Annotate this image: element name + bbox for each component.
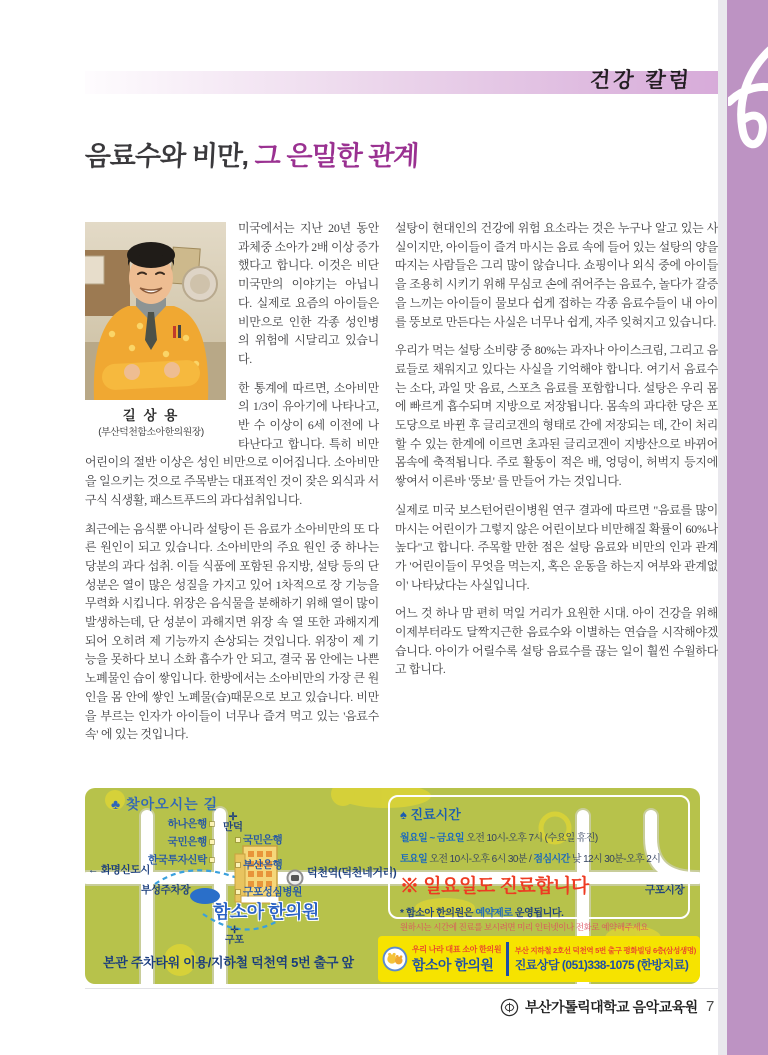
clinic-hours-box <box>388 795 690 932</box>
spade-suit-icon: ♠ <box>400 807 407 822</box>
contact-left-block <box>412 944 501 975</box>
map-bullet <box>210 840 214 844</box>
saturday-hours: 토요일 오전 10시-오후 6시 30분 / 점심시간 낮 12시 30분-오후 2시 <box>400 854 661 865</box>
clinic-phone: 진료상담 (051)338-1075 (한방치료) <box>514 958 689 972</box>
weekday-hours: 월요일 ~ 금요일 오전 10시-오후 7시 (수요일 휴진) <box>400 833 598 844</box>
author-photo-block <box>85 222 226 438</box>
sunday-open-notice: ※ 일요일도 진료합니다 <box>400 876 589 897</box>
section-header-label: 건강 칼럼 <box>589 69 693 92</box>
paragraph: 어느 것 하나 맘 편히 먹일 거리가 요원한 시대. 아이 건강을 위해 이제부터라도 달짝지근한 음료수와 이별하는 연습을 시작해야겠습니다. 아이가 어릴수록 설탕 음료수를 끊는 일이 훨씬 수월하다고 합니다. <box>395 606 718 677</box>
contact-divider <box>506 942 508 976</box>
article-title-main: 음료수와 비만, <box>84 141 250 171</box>
map-label-korea-investment: 한국투자신탁 <box>129 852 217 867</box>
clinic-address: 부산 지하철 2호선 덕천역 5번 출구 평화빌딩 6층(삼성생명) <box>514 946 696 955</box>
map-bullet <box>236 838 240 842</box>
map-label-hwamyeong: ← 화명신도시 <box>88 864 151 876</box>
direction-up-icon: ✛ <box>228 811 238 823</box>
map-directions-note: 본관 주차타워 이용/지하철 덕천역 5번 출구 앞 <box>103 955 354 970</box>
clinic-promo-box <box>85 788 700 984</box>
map-bullet <box>210 822 214 826</box>
clinic-name: 함소아 한의원 <box>411 956 494 973</box>
script-glyph-icon <box>728 46 768 171</box>
map-clinic-name: 함소아 한의원 <box>213 902 319 922</box>
map-label-mandeok: ✛ 만덕 <box>223 811 243 833</box>
map-label-deokcheon-station: 덕천역(덕천네거리) <box>307 867 397 879</box>
reservation-detail: 원하시는 시간에 진료를 보시려면 미리 인터넷이나 전화로 예약해주세요 <box>400 922 649 932</box>
footer-organization <box>500 997 698 1017</box>
clinic-logo-icon <box>382 943 408 975</box>
author-role: (부산덕천함소아한의원장) <box>98 427 204 438</box>
paragraph: 설탕이 현대인의 건강에 위험 요소라는 것은 누구나 알고 있는 사실이지만, 아이들이 즐겨 마시는 음료 속에 들어 있는 설탕의 양을 따지는 사람들은 그리 많이 않습니다. 쇼핑이나 외식 중에 아이들을 조용히 시키기 위해 무심코 손에 쥐어주는 음료수, 놀다가 갈증을 느끼는 아이들이 물보다 쉽게 접하는 각종 음료수들이 내 아이를 뚱보로 만든다는 사실은 너무나 쉽게, 자주 잊혀지고 있습니다. <box>395 221 718 329</box>
article-column-right <box>395 219 718 785</box>
clinic-contact-strip <box>378 936 700 982</box>
section-header-bar <box>85 71 718 94</box>
map-label-buseong-parking: 부성주차장 <box>141 884 191 896</box>
article-title-accent: 그 은밀한 관계 <box>247 141 420 171</box>
map-bullet <box>236 863 240 867</box>
sidebar-purple <box>727 0 768 1055</box>
clinic-hours-title: ♠ 진료시간 <box>400 807 461 822</box>
contact-right-block <box>515 945 696 973</box>
direction-down-icon: ✛ <box>230 925 239 936</box>
paragraph: 한 통계에 따르면, 소아비만의 1/3이 유아기에 나타나고, 반 수 이상이 6세 이전에 나타난다고 합니다. 특히 비만 어린이의 절반 이상은 성인 비만으로 이어집니다. 소아비만을 일으키는 것으로 주목받는 대표적인 것이 잦은 외식과 서구식 식생활, 패스트푸드의 과다섭취입니다. <box>85 380 379 507</box>
map-bullet <box>236 890 240 894</box>
paragraph: 실제로 미국 보스턴어린이병원 연구 결과에 따르면 "음료를 많이 마시는 어린이가 그렇지 않은 어린이보다 비만해질 확률이 60%나 높다"고 합니다. 주목할 만한 점은 설탕 음료와 비만의 인과 관계가 '어린이들이 무엇을 먹는지, 혹은 운동을 하는지 여부와 관계없이' 나타났다는 사실입니다. <box>395 502 718 592</box>
clinic-tagline: 우리 나라 대표 소아 한의원 <box>411 944 502 954</box>
paragraph: 미국에서는 지난 20년 동안 과체중 소아가 2배 이상 증가했다고 합니다. 이것은 비단 미국만의 이야기는 아닙니다. 실제로 요즘의 아이들은 비만으로 인한 각종 성인병의 위험에 시달리고 있습니다. <box>238 221 379 366</box>
map-label-busan-bank: 부산은행 <box>233 857 282 872</box>
map-bullet <box>210 858 214 862</box>
map-label-kookmin-bank-right: 국민은행 <box>233 832 282 847</box>
footer-divider <box>85 988 718 989</box>
reservation-note: * 함소아 한의원은 예약제로 운영됩니다. <box>400 908 564 919</box>
map-label-gupo-market: 구포시장 <box>645 884 685 896</box>
university-crest-icon <box>500 998 519 1017</box>
map-title: ♣ 찾아오시는 길 <box>111 796 219 812</box>
article-column-left <box>85 219 379 785</box>
page-number: 7 <box>706 998 715 1015</box>
map-label-hana-bank: 하나은행 <box>155 816 217 831</box>
map-label-gupo-hospital: 구포성심병원 <box>233 884 302 899</box>
map-label-kookmin-bank-left: 국민은행 <box>147 834 217 849</box>
paragraph: 최근에는 음식뿐 아니라 설탕이 든 음료가 소아비만의 또 다른 원인이 되고 있습니다. 소아비만의 주요 원인 중 하나는 당분의 과다 섭취. 이들 식품에 포함된 유지방, 설탕 등의 단 성분은 열이 많은 성질을 가지고 있어 1차적으로 장 기능을 무력화 시킵니다. 위장은 음식물을 분해하기 위해 열이 많이 발생하는데, 단 성분이 과해지면 위장 속 열 또한 과해지게 되어 오히려 제 기능까지 손상되는 것입니다. 위장이 제 기능을 못하다 보니 소화 흡수가 안 되고, 결국 몸 안에는 나쁜 노폐물인 습이 쌓입니다. 한방에서는 소아비만의 가장 큰 원인을 몸 안에 쌓인 노폐물(습)때문으로 보고 있습니다. 비만을 부르는 인자가 아이들이 너무나 즐겨 먹고 있는 '음료수 속' 에 있는 것입니다. <box>85 521 379 742</box>
paragraph: 우리가 먹는 설탕 소비량 중 80%는 과자나 아이스크림, 그리고 음료들로 채워지고 있다는 사실을 기억해야 합니다. 여기서 음료수는 소다, 과일 맛 음료, 스포츠 음료를 포함합니다. 설탕은 우리 몸에 빠르게 흡수되며 지방으로 저장됩니다. 몸속의 과다한 당은 포도당으로 바뀐 후 글리코겐의 형태로 간에 저장되는 데, 간이 처리할 수 있는 한계에 이르면 초과된 글리코겐이 지방산으로 바뀌어 몸속에 축적됩니다. 주로 활동이 적은 배, 엉덩이, 허벅지 등지에 쌓여서 이른바 '뚱보' 를 만들어 가는 것입니다. <box>395 343 718 489</box>
sidebar-gray-strip <box>718 0 727 1055</box>
author-name: 길 상 용 <box>122 408 180 423</box>
footer-org-name: 부산가톨릭대학교 음악교육원 <box>525 999 698 1015</box>
article-title <box>84 134 420 173</box>
club-suit-icon: ♣ <box>111 796 122 812</box>
map-label-gupo: ✛ 구포 <box>225 925 244 946</box>
author-photo <box>85 222 226 400</box>
